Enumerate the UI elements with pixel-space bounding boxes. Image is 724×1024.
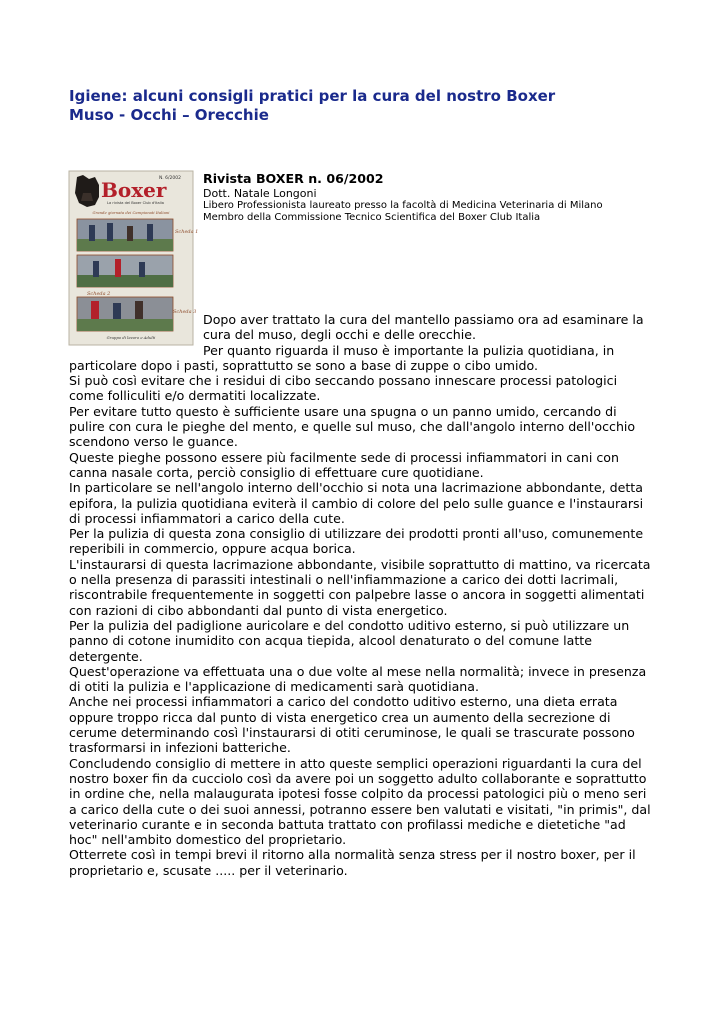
paragraph: In particolare se nell'angolo interno dell'occhio si nota una lacrimazione abbondante, detta epifora, la pulizia quotidiana eviterà il cambio di colore del pelo sulle guance e l'instaurarsi di processi infiammatori a carico della cute. <box>69 480 644 526</box>
paragraph: Quest'operazione va effettuata una o due volte al mese nella normalità; invece in presenza di otiti la pulizia e l'applicazione di medicamenti sarà quotidiana. <box>69 663 647 695</box>
cover-label-3: Scheda 3 <box>173 309 197 315</box>
paragraph: Per la pulizia di questa zona consiglio di utilizzare dei prodotti pronti all'uso, comunemente reperibili in commercio, oppure acqua borica. <box>69 526 644 557</box>
cover-label-1: Scheda 1 <box>175 229 199 235</box>
magazine-cover <box>69 171 199 345</box>
cover-tagline: La rivista del Boxer Club d'Italia <box>107 201 164 205</box>
cover-headline: Grande giornata dei Campionati Italiani <box>92 210 170 215</box>
article-body <box>69 312 655 878</box>
paragraph: Queste pieghe possono essere più facilmente sede di processi infiammatori in cani con canna nasale corta, perciò consiglio di effettuare cure quotidiane. <box>69 449 619 480</box>
paragraph: Si può così evitare che i residui di cibo seccando possano innescare processi patologici come folliculiti e/o dermatiti localizzate. <box>69 373 618 404</box>
cover-label-2: Scheda 2 <box>87 291 111 297</box>
paragraph: L'instaurarsi di questa lacrimazione abbondante, visibile soprattutto di mattino, va ricercata o nella presenza di parassiti intestinali o nell'infiammazione a carico dei dotti lacrimali, riscontrabile frequentemente in soggetti con palpebre lasse o ancora in soggetti alimentati con razioni di cibo abbondanti dal punto di vista energetico. <box>69 556 651 618</box>
cover-photo-1 <box>77 219 173 251</box>
paragraph: Otterrete così in tempi brevi il ritorno alla normalità senza stress per il nostro boxer, per il proprietario e, scusate ..... per il veterinario. <box>69 847 636 878</box>
cover-photo-2 <box>77 255 173 287</box>
author-credential-1: Libero Professionista laureato presso la facoltà di Medicina Veterinaria di Milano <box>203 200 603 211</box>
paragraph: Per evitare tutto questo è sufficiente usare una spugna o un panno umido, cercando di pulire con cura le pieghe del mento, e quelle sul muso, che dall'angolo interno dell'occhio scendono verso le guance. <box>69 403 636 450</box>
cover-photo-3 <box>77 297 173 331</box>
paragraph: Dopo aver trattato la cura del mantello passiamo ora ad esaminare la cura del muso, degli occhi e delle orecchie. <box>203 312 644 343</box>
author-credential-2: Membro della Commissione Tecnico Scientifica del Boxer Club Italia <box>203 212 541 223</box>
cover-logo: Boxer <box>101 178 167 202</box>
paragraph: Per la pulizia del padiglione auricolare e del condotto uditivo esterno, si può utilizzare un panno di cotone inumidito con acqua tiepida, alcool denaturato o del comune latte detergente. <box>69 617 630 664</box>
article <box>69 171 655 878</box>
cover-footer: Gruppo di lavoro e Adulti <box>106 335 156 340</box>
author-name: Dott. Natale Longoni <box>203 187 317 200</box>
paragraph: Concludendo consiglio di mettere in atto queste semplici operazioni riguardanti la cura del nostro boxer fin da cucciolo così da avere poi un soggetto adulto collaborante e soprattutto in ordine che, nella malaugurata ipotesi fosse colpito da processi patologici più o meno seri a carico della cute o dei suoi annessi, potranno essere ben valutati e visitati, "in primis", dal veterinario curante e in seconda battuta trattato con profilassi mediche e dietetiche "ad hoc" nell'ambito domestico del proprietario. <box>69 755 651 848</box>
article-title: Igiene: alcuni consigli pratici per la cura del nostro Boxer <box>69 87 556 105</box>
article-subtitle: Muso - Occhi – Orecchie <box>69 106 269 124</box>
paragraph: Anche nei processi infiammatori a carico del condotto uditivo esterno, una dieta errata oppure troppo ricca dal punto di vista energetico crea un aumento della secrezione di cerume determinando così l'instaurarsi di otiti ceruminose, le quali se trascurate possono trasformarsi in infezioni batteriche. <box>69 694 635 756</box>
magazine-cover-image <box>69 171 199 345</box>
magazine-issue: Rivista BOXER n. 06/2002 <box>203 171 384 186</box>
cover-number: N. 6/2002 <box>158 176 181 181</box>
paragraph: Per quanto riguarda il muso è importante la pulizia quotidiana, in particolare dopo i pasti, soprattutto se sono a base di zuppe o cibo umido. <box>69 342 615 373</box>
